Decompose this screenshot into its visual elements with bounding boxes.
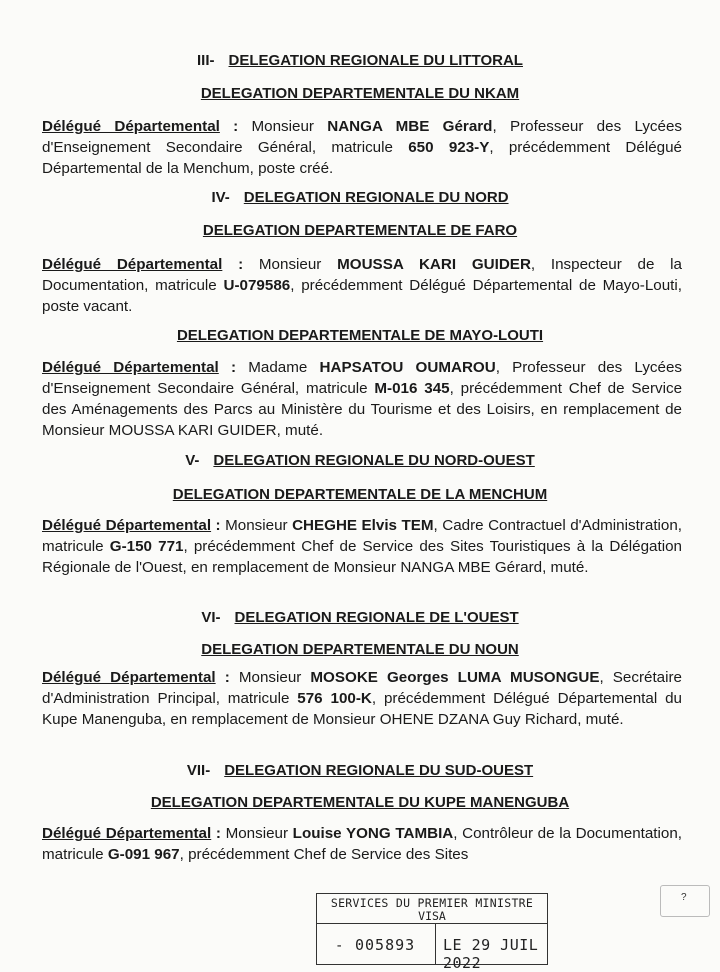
entry-paragraph: Délégué Départemental : Monsieur MOUSSA KARI GUIDER, Inspecteur de la Documentation, matricule U-079586, précédemment Délégué Départemental de Mayo-Louti, poste vacant. — [42, 256, 682, 315]
corner-mark-text: ? — [681, 892, 687, 903]
entry-label: Délégué Départemental — [42, 517, 212, 534]
stamp-line-1: SERVICES DU PREMIER MINISTRE — [330, 896, 534, 910]
person-name: HAPSATOU OUMAROU — [319, 359, 496, 376]
person-name: NANGA MBE Gérard — [327, 118, 493, 135]
entry-paragraph: Délégué Départemental : Monsieur NANGA MBE Gérard, Professeur des Lycées d'Enseignement Secondaire Général, matricule 650 923-Y, précédemment Délégué Départemental de la Menchum, poste créé. — [42, 118, 682, 177]
matricule: U-079586 — [223, 277, 291, 294]
matricule: 650 923-Y — [408, 139, 490, 156]
dept-heading-nkam: DELEGATION DEPARTEMENTALE DU NKAM — [200, 85, 520, 102]
dept-heading-kupe-manenguba: DELEGATION DEPARTEMENTALE DU KUPE MANENGUBA — [150, 794, 570, 811]
dept-heading-mayo-louti: DELEGATION DEPARTEMENTALE DE MAYO-LOUTI — [176, 327, 544, 344]
corner-mark — [660, 885, 710, 917]
entry-paragraph: Délégué Départemental : Monsieur Louise YONG TAMBIA, Contrôleur de la Documentation, matricule G-091 967, précédemment Chef de Service des Sites — [42, 825, 683, 863]
stamp-separator — [435, 923, 436, 964]
entry-paragraph: Délégué Départemental : Madame HAPSATOU OUMAROU, Professeur des Lycées d'Enseignement Secondaire Général, matricule M-016 345, précédemment Chef de Service des Aménagements des Parcs au Ministère du Tourisme et des Loisirs, en remplacement de Monsieur MOUSSA KARI GUIDER, muté. — [42, 359, 683, 439]
region-heading-3 — [0, 52, 720, 69]
section-number: VII- — [186, 762, 211, 779]
region-title: DELEGATION REGIONALE DU SUD-OUEST — [224, 762, 534, 779]
entry-paragraph: Délégué Départemental : Monsieur CHEGHE Elvis TEM, Cadre Contractuel d'Administration, matricule G-150 771, précédemment Chef de Service des Sites Touristiques à la Délégation Régionale de l'Ouest, en remplacement de Monsieur NANGA MBE Gérard, muté. — [42, 517, 683, 576]
region-heading-7 — [0, 762, 720, 779]
stamp-divider — [317, 923, 547, 924]
region-heading-4 — [0, 189, 720, 206]
entry-label: Délégué Départemental — [42, 825, 212, 842]
section-number: III- — [197, 52, 215, 69]
stamp-number: 005893 — [355, 936, 416, 954]
person-name: CHEGHE Elvis TEM — [292, 517, 434, 534]
matricule: M-016 345 — [374, 380, 450, 397]
person-name: MOSOKE Georges LUMA MUSONGUE — [310, 669, 600, 686]
visa-stamp — [316, 893, 548, 972]
region-title: DELEGATION REGIONALE DU NORD-OUEST — [213, 452, 535, 469]
entry-label: Délégué Départemental — [42, 118, 220, 135]
region-title: DELEGATION REGIONALE DE L'OUEST — [234, 609, 519, 626]
dept-heading-noun: DELEGATION DEPARTEMENTALE DU NOUN — [201, 641, 519, 658]
section-number: VI- — [201, 609, 221, 626]
dept-heading-menchum: DELEGATION DEPARTEMENTALE DE LA MENCHUM — [172, 486, 548, 503]
section-number: IV- — [211, 189, 230, 206]
stamp-date: LE 29 JUIL 2022 — [443, 936, 539, 972]
matricule: G-150 771 — [109, 538, 184, 555]
region-heading-5 — [0, 452, 720, 469]
region-heading-6 — [0, 609, 720, 626]
region-title: DELEGATION REGIONALE DU NORD — [243, 189, 509, 206]
matricule: 576 100-K — [297, 690, 372, 707]
person-name: MOUSSA KARI GUIDER — [337, 256, 531, 273]
matricule: G-091 967 — [107, 846, 180, 863]
entry-label: Délégué Départemental — [42, 359, 219, 376]
entry-label: Délégué Départemental — [42, 669, 216, 686]
dept-heading-faro: DELEGATION DEPARTEMENTALE DE FARO — [202, 222, 518, 239]
entry-paragraph: Délégué Départemental : Monsieur MOSOKE Georges LUMA MUSONGUE, Secrétaire d'Administration Principal, matricule 576 100-K, précédemment Délégué Départemental du Kupe Manenguba, en remplacement de Monsieur OHENE DZANA Guy Richard, muté. — [42, 669, 682, 728]
entry-label: Délégué Départemental — [42, 256, 223, 273]
region-title: DELEGATION REGIONALE DU LITTORAL — [228, 52, 523, 69]
section-number: V- — [185, 452, 200, 469]
person-name: Louise YONG TAMBIA — [292, 825, 454, 842]
stamp-line-2: VISA — [418, 909, 446, 923]
stamp-dash: - — [335, 938, 344, 954]
